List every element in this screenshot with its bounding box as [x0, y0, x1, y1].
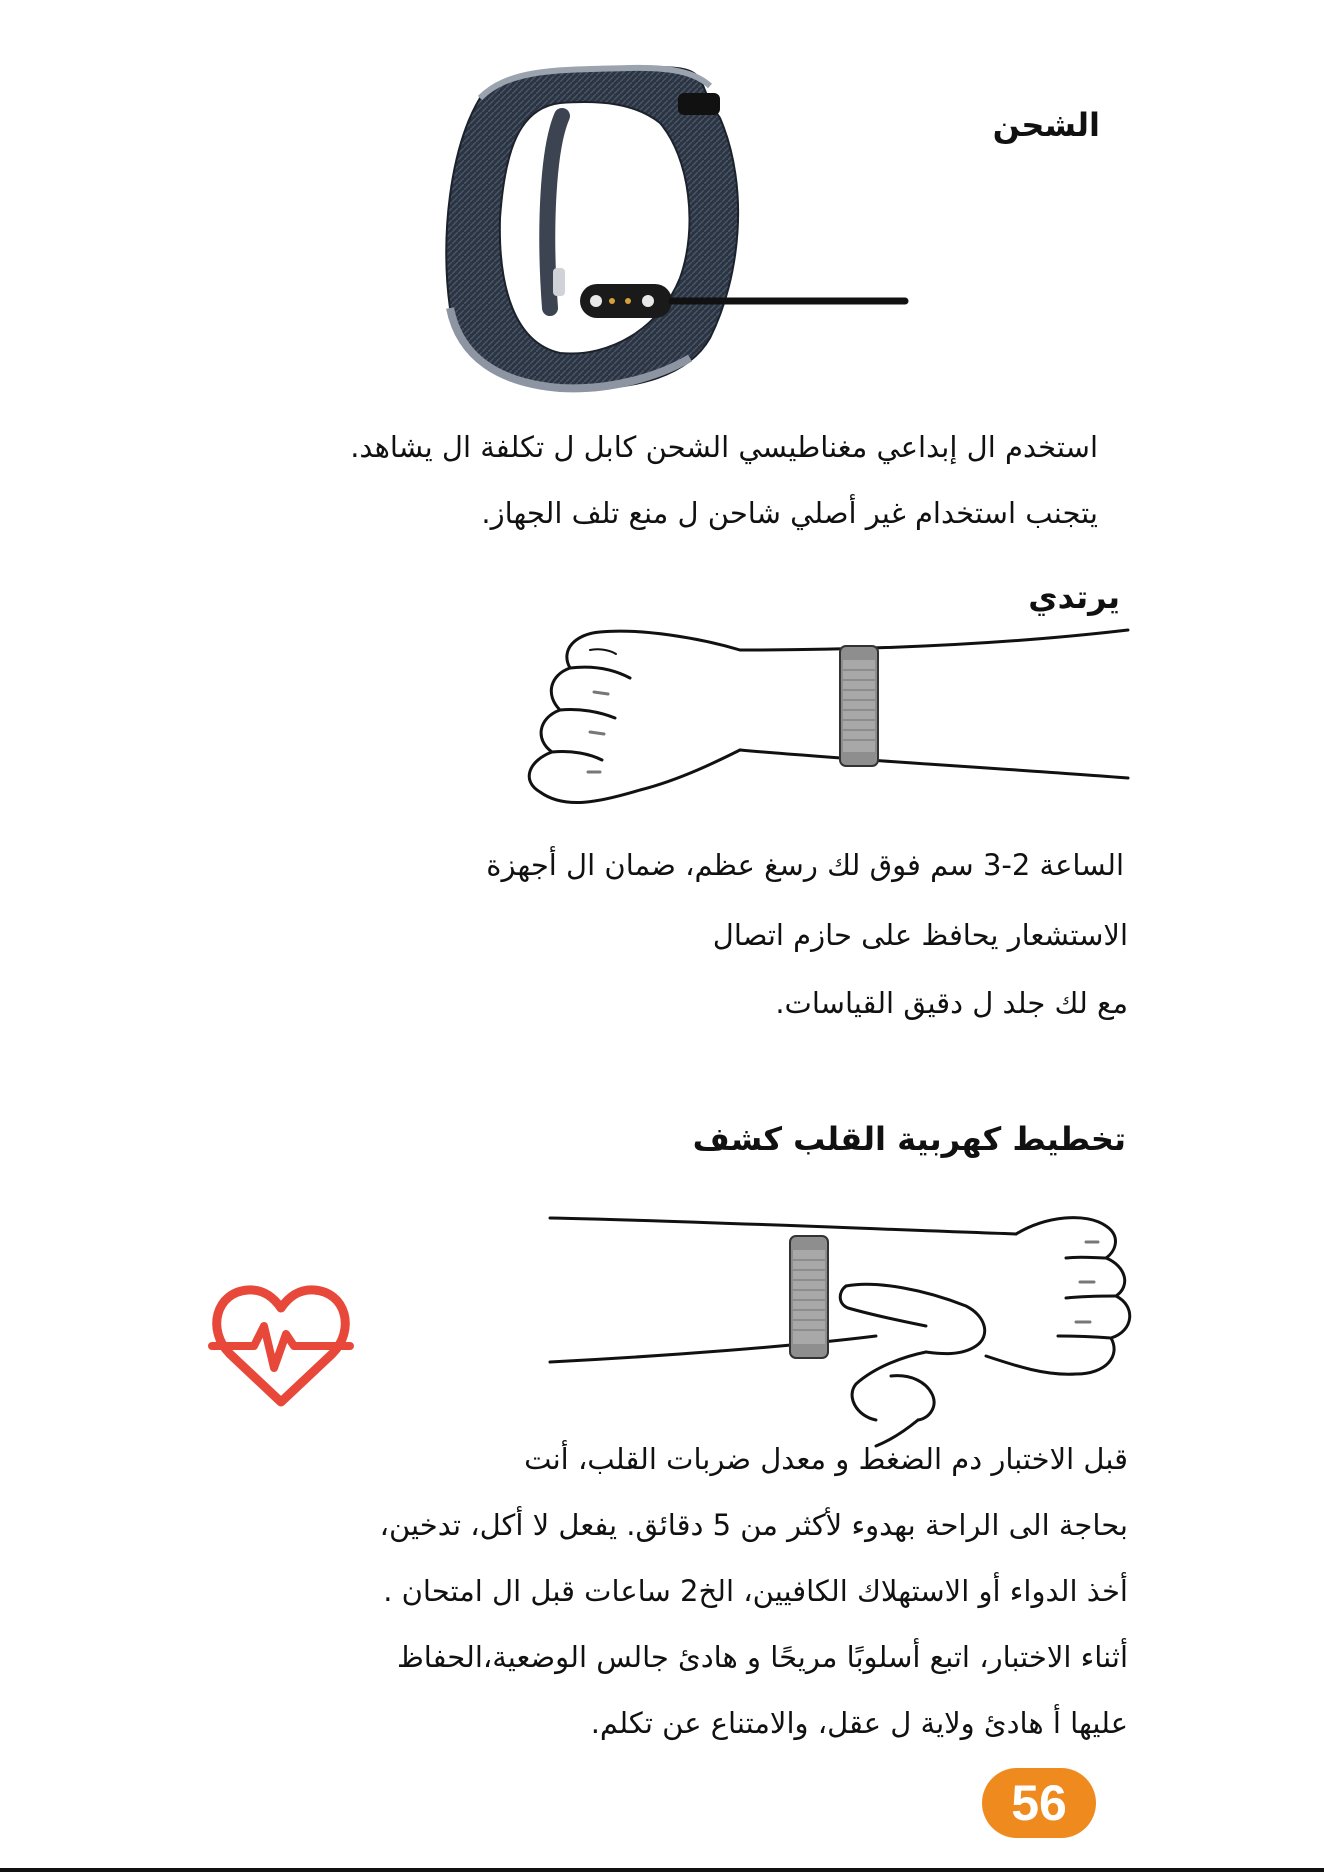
wearing-line-2: الاستشعار يحافظ على حازم اتصال: [712, 918, 1128, 952]
bottom-rule: [0, 1868, 1324, 1872]
charging-line-1: استخدم ال إبداعي مغناطيسي الشحن كابل ل تكلفة ال يشاهد.: [350, 430, 1098, 464]
heart-pulse-icon: [208, 1284, 354, 1408]
ecg-line-4: أثناء الاختبار، اتبع أسلوبًا مريحًا و هادئ جالس الوضعية،الحفاظ: [396, 1640, 1128, 1674]
ecg-line-2: بحاجة الى الراحة بهدوء لأكثر من 5 دقائق. يفعل لا أكل، تدخين،: [379, 1508, 1128, 1542]
wearing-line-1: الساعة 2-3 سم فوق لك رسغ عظم، ضمان ال أجهزة: [486, 848, 1124, 882]
ecg-title: تخطيط كهربية القلب كشف: [692, 1120, 1126, 1158]
page-number-badge: 56: [982, 1768, 1096, 1838]
ecg-line-3: أخذ الدواء أو الاستهلاك الكافيين، الخ2 ساعات قبل ال امتحان .: [383, 1574, 1128, 1608]
wearing-line-3: مع لك جلد ل دقيق القياسات.: [775, 986, 1128, 1020]
charging-line-2: يتجنب استخدام غير أصلي شاحن ل منع تلف الجهاز.: [481, 496, 1098, 530]
ecg-touch-illustration: [546, 1206, 1136, 1452]
wearing-title: يرتدي: [1028, 578, 1120, 616]
wrist-wearing-illustration: [520, 620, 1130, 810]
ecg-line-1: قبل الاختبار دم الضغط و معدل ضربات القلب، أنت: [524, 1442, 1128, 1476]
ecg-line-5: عليها أ هادئ ولاية ل عقل، والامتناع عن تكلم.: [590, 1706, 1128, 1740]
band-charging-illustration: [440, 58, 920, 418]
charging-title: الشحن: [992, 106, 1100, 144]
